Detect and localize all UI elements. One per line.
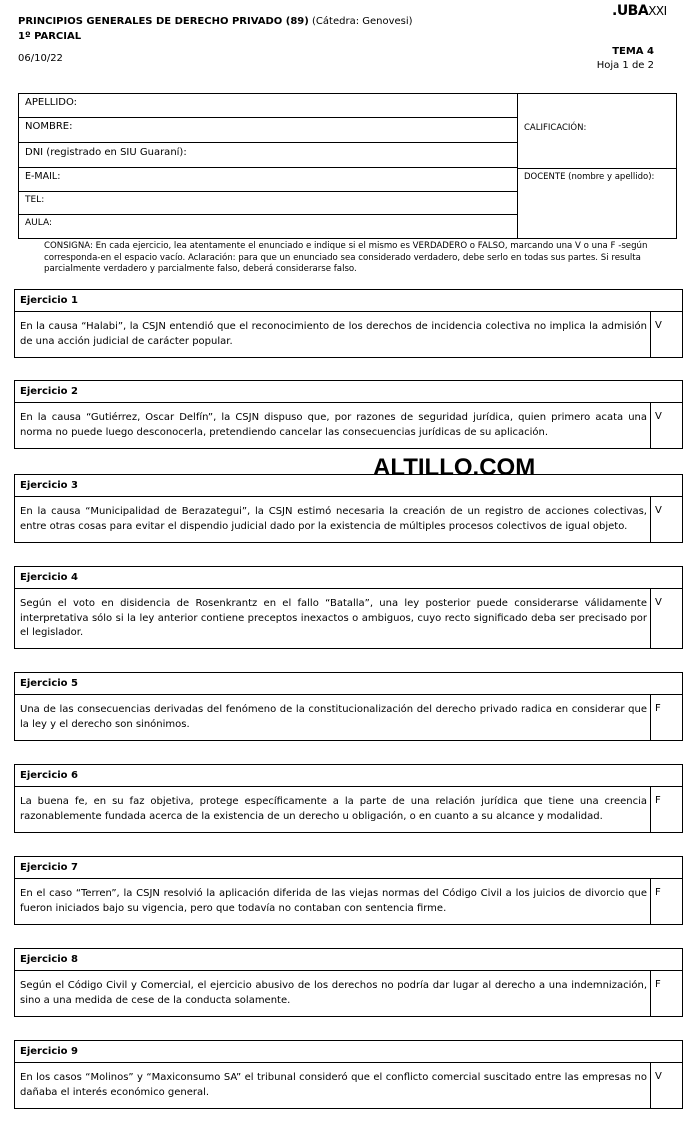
exercise-title: Ejercicio 9 (15, 1041, 682, 1063)
exercise-title: Ejercicio 2 (15, 381, 682, 403)
exercise-title: Ejercicio 6 (15, 765, 682, 787)
exercise-7 (14, 856, 683, 925)
exercise-statement: En el caso “Terren”, la CSJN resolvió la aplicación diferida de las viejas normas del Código Civil a los juicios de divorcio que fueron iniciados bajo su vigencia, pero que todavía no contaban con sentencia firme. (20, 888, 647, 914)
answer-divider (650, 497, 651, 542)
exercise-title: Ejercicio 8 (15, 949, 682, 971)
field-docente: DOCENTE (nombre y apellido): (524, 172, 655, 182)
page-counter: Hoja 1 de 2 (596, 60, 654, 71)
tema-label: TEMA 4 (612, 46, 654, 57)
field-tel[interactable]: TEL: (19, 192, 517, 215)
field-apellido[interactable]: APELLIDO: (19, 94, 517, 118)
answer-cell[interactable]: F (655, 979, 661, 990)
exercise-statement: En la causa “Halabi”, la CSJN entendió que el reconocimiento de los derechos de incidencia colectiva no implica la admisión de una acción judicial de carácter popular. (20, 321, 647, 347)
answer-cell[interactable]: F (655, 795, 661, 806)
exercise-statement: En la causa “Gutiérrez, Oscar Delfín”, la CSJN dispuso que, por razones de seguridad jurídica, quien primero acata una norma no puede luego desconocerla, pretendiendo cancelar las consecuencias jurídicas de su aplicación. (20, 412, 647, 438)
answer-divider (650, 879, 651, 924)
exercise-8 (14, 948, 683, 1017)
exam-subtitle: 1º PARCIAL (18, 31, 82, 42)
answer-cell[interactable]: V (655, 1071, 662, 1082)
answer-divider (650, 403, 651, 448)
exercise-title: Ejercicio 7 (15, 857, 682, 879)
uba-logo-suffix: XXI (648, 4, 667, 18)
exercise-4 (14, 566, 683, 649)
answer-cell[interactable]: V (655, 411, 662, 422)
uba-logo (612, 3, 667, 19)
course-title (18, 16, 413, 28)
answer-cell[interactable]: V (655, 597, 662, 608)
exercise-3 (14, 474, 683, 543)
field-aula[interactable]: AULA: (25, 218, 52, 228)
answer-cell[interactable]: V (655, 505, 662, 516)
answer-cell[interactable]: V (655, 320, 662, 331)
exam-date: 06/10/22 (18, 53, 63, 64)
field-dni[interactable]: DNI (registrado en SIU Guaraní): (19, 143, 517, 168)
answer-divider (650, 971, 651, 1016)
exercise-title: Ejercicio 5 (15, 673, 682, 695)
exercise-title: Ejercicio 3 (15, 475, 682, 497)
answer-divider (650, 1063, 651, 1108)
exercise-9 (14, 1040, 683, 1109)
exercise-2 (14, 380, 683, 449)
answer-divider (650, 695, 651, 740)
exercise-title: Ejercicio 1 (15, 290, 682, 312)
exercise-statement: En los casos “Molinos” y “Maxiconsumo SA” el tribunal consideró que el conflicto comercial suscitado entre las empresas no dañaba el interés económico general. (20, 1072, 647, 1098)
form-column-divider (517, 94, 518, 238)
exercise-statement: La buena fe, en su faz objetiva, protege específicamente a la parte de una relación jurídica que tiene una creencia razonablemente fundada acerca de la existencia de un derecho u obligación, o en cuanto a su alcance y modalidad. (20, 796, 647, 822)
instructions: CONSIGNA: En cada ejercicio, lea atentamente el enunciado e indique si el mismo es VERDADERO o FALSO, marcando una V o una F -según corresponda-en el espacio vacío. Aclaración: para que un enunciado sea considerado verdadero, debe serlo en todas sus partes. Si resulta parcialmente verdadero y parcialmente falso, deberá considerarse falso. (44, 241, 648, 274)
field-calificacion: CALIFICACIÓN: (524, 123, 587, 133)
exercise-5 (14, 672, 683, 741)
answer-divider (650, 589, 651, 648)
exercise-1 (14, 289, 683, 358)
answer-cell[interactable]: F (655, 703, 661, 714)
form-right-separator (517, 168, 676, 169)
field-nombre[interactable]: NOMBRE: (19, 118, 517, 143)
answer-cell[interactable]: F (655, 887, 661, 898)
field-email[interactable]: E-MAIL: (19, 168, 517, 192)
exercise-statement: Según el voto en disidencia de Rosenkrantz en el fallo “Batalla”, una ley posterior puede considerarse válidamente interpretativa sólo si la ley anterior contiene preceptos inexactos o ambiguos, cuyo recto significado deba ser precisado por el legislador. (20, 598, 647, 638)
exercise-statement: En la causa “Municipalidad de Berazategui”, la CSJN estimó necesaria la creación de un registro de acciones colectivas, entre otras cosas para evitar el dispendio judicial dado por la existencia de múltiples procesos colectivos de igual objeto. (20, 506, 647, 532)
answer-divider (650, 312, 651, 357)
course-title-bold: PRINCIPIOS GENERALES DE DERECHO PRIVADO (89) (18, 16, 309, 27)
course-chair: (Cátedra: Genovesi) (312, 16, 413, 27)
exercise-statement: Según el Código Civil y Comercial, el ejercicio abusivo de los derechos no podría dar lugar al derecho a una indemnización, sino a una medida de cese de la conducta solamente. (20, 980, 647, 1006)
exercise-title: Ejercicio 4 (15, 567, 682, 589)
exercise-6 (14, 764, 683, 833)
exercise-statement: Una de las consecuencias derivadas del fenómeno de la constitucionalización del derecho privado radica en considerar que la ley y el derecho son sinónimos. (20, 704, 647, 730)
watermark: ALTILLO.COM (373, 454, 536, 481)
student-form (18, 93, 677, 239)
answer-divider (650, 787, 651, 832)
uba-logo-main: .UBA (612, 3, 649, 19)
